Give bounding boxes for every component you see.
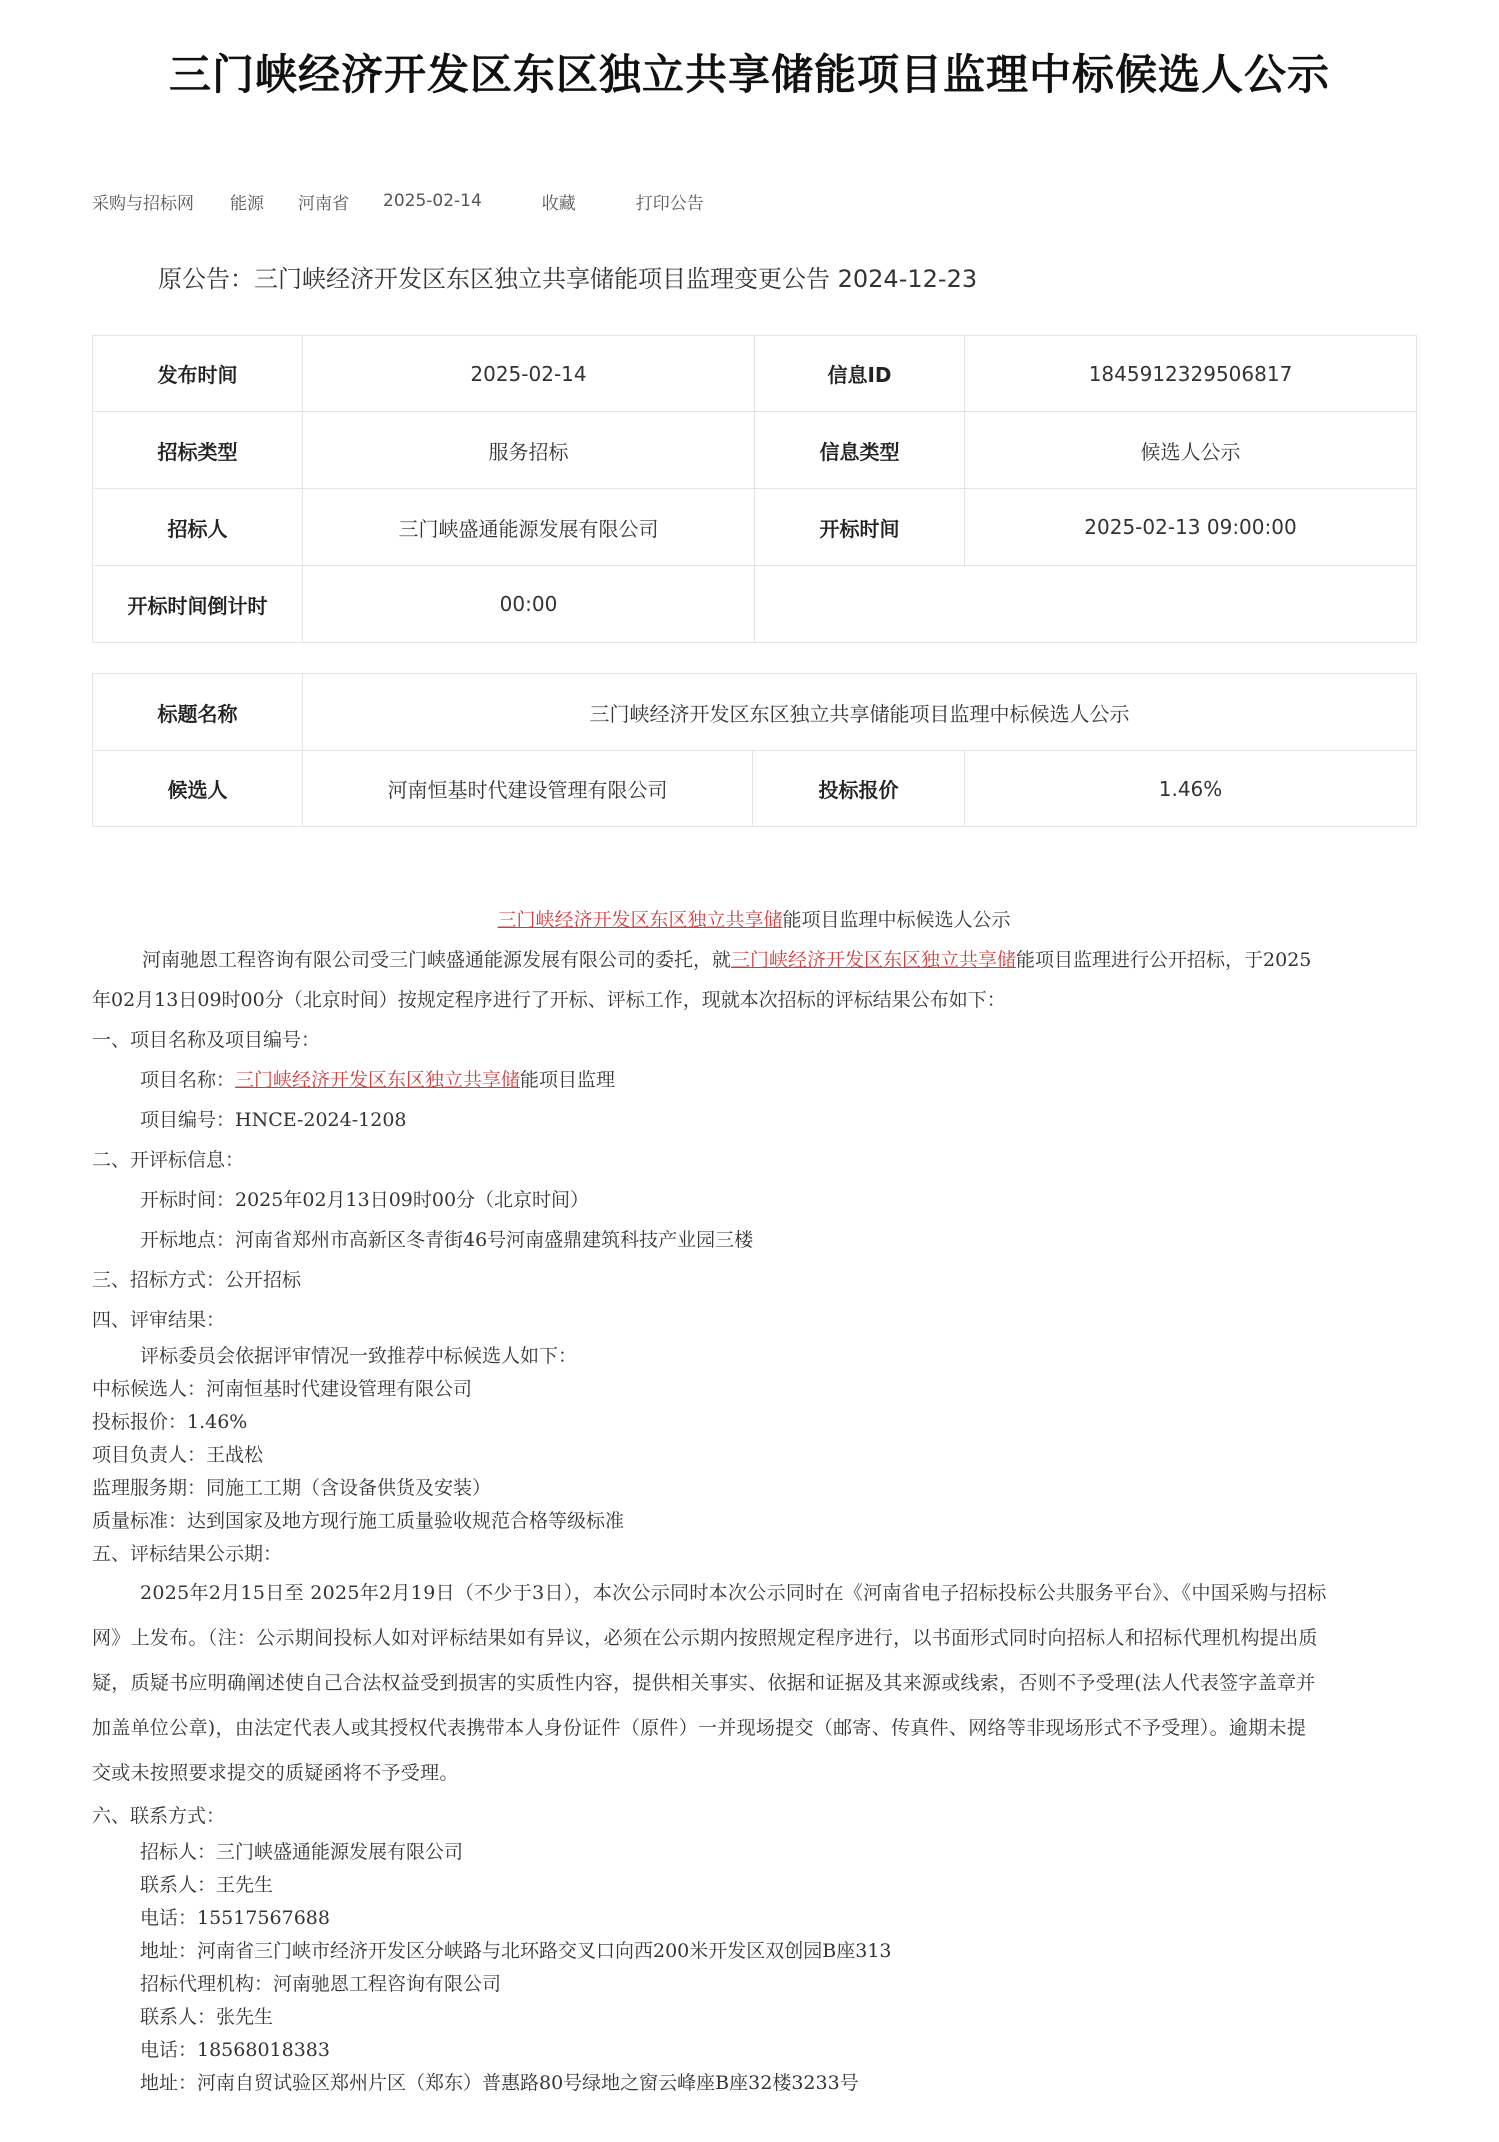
empty-cell xyxy=(755,566,1417,643)
notice-body xyxy=(92,900,1416,2100)
countdown-value: 00:00 xyxy=(303,566,755,643)
bid-type-label: 招标类型 xyxy=(93,412,303,489)
countdown-label: 开标时间倒计时 xyxy=(93,566,303,643)
contact-address: 地址：河南省三门峡市经济开发区分峡路与北环路交叉口向西200米开发区双创园B座313 xyxy=(140,1940,892,1962)
notice-heading xyxy=(92,900,1416,940)
meta-bar xyxy=(92,186,704,216)
original-notice xyxy=(158,262,977,296)
notice-heading-text: 能项目监理中标候选人公示 xyxy=(782,909,1011,931)
category-link[interactable]: 能源 xyxy=(230,193,264,214)
title-name-label: 标题名称 xyxy=(93,674,303,751)
section-heading: 五、评标结果公示期： xyxy=(92,1543,283,1565)
region-link[interactable]: 河南省 xyxy=(298,193,349,214)
publicity-paragraph-cont: 网》上发布。（注：公示期间投标人如对评标结果如有异议，必须在公示期内按照规定程序进行，以书面形式同时向招标人和招标代理机构提出质 xyxy=(92,1627,1318,1649)
contact-person: 联系人：张先生 xyxy=(140,2006,274,2028)
review-price: 投标报价：1.46% xyxy=(92,1411,248,1433)
section-heading: 一、项目名称及项目编号： xyxy=(92,1029,321,1051)
intro-text-cont: 能项目监理进行公开招标，于2025 xyxy=(1016,949,1312,971)
contact-person: 联系人：王先生 xyxy=(140,1874,274,1896)
info-id-value: 1845912329506817 xyxy=(965,336,1417,412)
print-button[interactable]: 打印公告 xyxy=(635,193,704,214)
publish-date: 2025-02-14 xyxy=(383,191,482,211)
review-intro: 评标委员会依据评审情况一致推荐中标候选人如下： xyxy=(140,1345,578,1367)
tenderer-label: 招标人 xyxy=(93,489,303,566)
site-link[interactable]: 采购与招标网 xyxy=(92,193,194,214)
bid-price-label: 投标报价 xyxy=(753,751,965,827)
page-title: 三门峡经济开发区东区独立共享储能项目监理中标候选人公示 xyxy=(168,50,1330,99)
info-row xyxy=(93,489,1417,566)
review-quality: 质量标准：达到国家及地方现行施工质量验收规范合格等级标准 xyxy=(92,1510,625,1532)
info-type-label: 信息类型 xyxy=(755,412,965,489)
review-candidate: 中标候选人：河南恒基时代建设管理有限公司 xyxy=(92,1378,473,1400)
section-heading: 三、招标方式：公开招标 xyxy=(92,1269,302,1291)
intro-paragraph xyxy=(92,940,1416,980)
contact-address: 地址：河南自贸试验区郑州片区（郑东）普惠路80号绿地之窗云峰座B座32楼3233号 xyxy=(140,2072,859,2094)
intro-paragraph-cont: 年02月13日09时00分（北京时间）按规定程序进行了开标、评标工作，现就本次招标的评标结果公布如下： xyxy=(92,989,1006,1011)
summary-row xyxy=(93,674,1417,751)
publicity-paragraph-cont: 交或未按照要求提交的质疑函将不予受理。 xyxy=(92,1762,459,1784)
info-id-label: 信息ID xyxy=(755,336,965,412)
review-period: 监理服务期：同施工工期（含设备供货及安装） xyxy=(92,1477,492,1499)
publicity-paragraph: 2025年2月15日至 2025年2月19日（不少于3日），本次公示同时本次公示同时在《河南省电子招标投标公共服务平台》、《中国采购与招标 xyxy=(140,1582,1327,1604)
info-type-value: 候选人公示 xyxy=(965,412,1417,489)
original-notice-link[interactable]: 三门峡经济开发区东区独立共享储能项目监理变更公告 2024-12-23 xyxy=(254,265,978,293)
publish-time-label: 发布时间 xyxy=(93,336,303,412)
open-time-text: 开标时间：2025年02月13日09时00分（北京时间） xyxy=(140,1189,590,1211)
original-notice-prefix: 原公告： xyxy=(158,265,254,293)
summary-row xyxy=(93,751,1417,827)
section-heading: 六、联系方式： xyxy=(92,1805,226,1827)
publicity-paragraph-cont: 加盖单位公章)，由法定代表人或其授权代表携带本人身份证件（原件）一并现场提交（邮寄、传真件、网络等非现场形式不予受理）。逾期未提 xyxy=(92,1717,1307,1739)
section-heading: 二、开评标信息： xyxy=(92,1149,245,1171)
intro-project-link[interactable]: 三门峡经济开发区东区独立共享储 xyxy=(731,949,1017,971)
contact-tenderer: 招标人：三门峡盛通能源发展有限公司 xyxy=(140,1841,464,1863)
contact-phone: 电话：15517567688 xyxy=(140,1907,330,1929)
open-place-text: 开标地点：河南省郑州市高新区冬青街46号河南盛鼎建筑科技产业园三楼 xyxy=(140,1229,754,1251)
contact-agency: 招标代理机构：河南驰恩工程咨询有限公司 xyxy=(140,1973,502,1995)
project-name-link[interactable]: 三门峡经济开发区东区独立共享储 xyxy=(235,1069,521,1091)
project-code: 项目编号：HNCE-2024-1208 xyxy=(140,1109,407,1131)
section-heading: 四、评审结果： xyxy=(92,1309,226,1331)
tenderer-value: 三门峡盛通能源发展有限公司 xyxy=(303,489,755,566)
favorite-button[interactable]: 收藏 xyxy=(541,193,576,214)
summary-table xyxy=(92,673,1417,827)
intro-text: 河南驰恩工程咨询有限公司受三门峡盛通能源发展有限公司的委托，就 xyxy=(142,949,732,971)
open-time-label: 开标时间 xyxy=(755,489,965,566)
info-row xyxy=(93,566,1417,643)
bid-type-value: 服务招标 xyxy=(303,412,755,489)
info-row xyxy=(93,412,1417,489)
publicity-paragraph-cont: 疑，质疑书应明确阐述使自己合法权益受到损害的实质性内容，提供相关事实、依据和证据及其来源或线索，否则不予受理(法人代表签字盖章并 xyxy=(92,1672,1316,1694)
notice-heading-link[interactable]: 三门峡经济开发区东区独立共享储 xyxy=(497,909,783,931)
info-table xyxy=(92,335,1417,643)
contact-phone: 电话：18568018383 xyxy=(140,2039,330,2061)
project-name-rest: 能项目监理 xyxy=(520,1069,616,1091)
project-name-label: 项目名称： xyxy=(140,1069,236,1091)
review-leader: 项目负责人：王战松 xyxy=(92,1444,264,1466)
info-row xyxy=(93,336,1417,412)
bid-price-value: 1.46% xyxy=(965,751,1417,827)
project-name xyxy=(92,1060,1416,1100)
candidate-label: 候选人 xyxy=(93,751,303,827)
publish-time-value: 2025-02-14 xyxy=(303,336,755,412)
candidate-value: 河南恒基时代建设管理有限公司 xyxy=(303,751,753,827)
title-name-value: 三门峡经济开发区东区独立共享储能项目监理中标候选人公示 xyxy=(303,674,1417,751)
open-time-value: 2025-02-13 09:00:00 xyxy=(965,489,1417,566)
